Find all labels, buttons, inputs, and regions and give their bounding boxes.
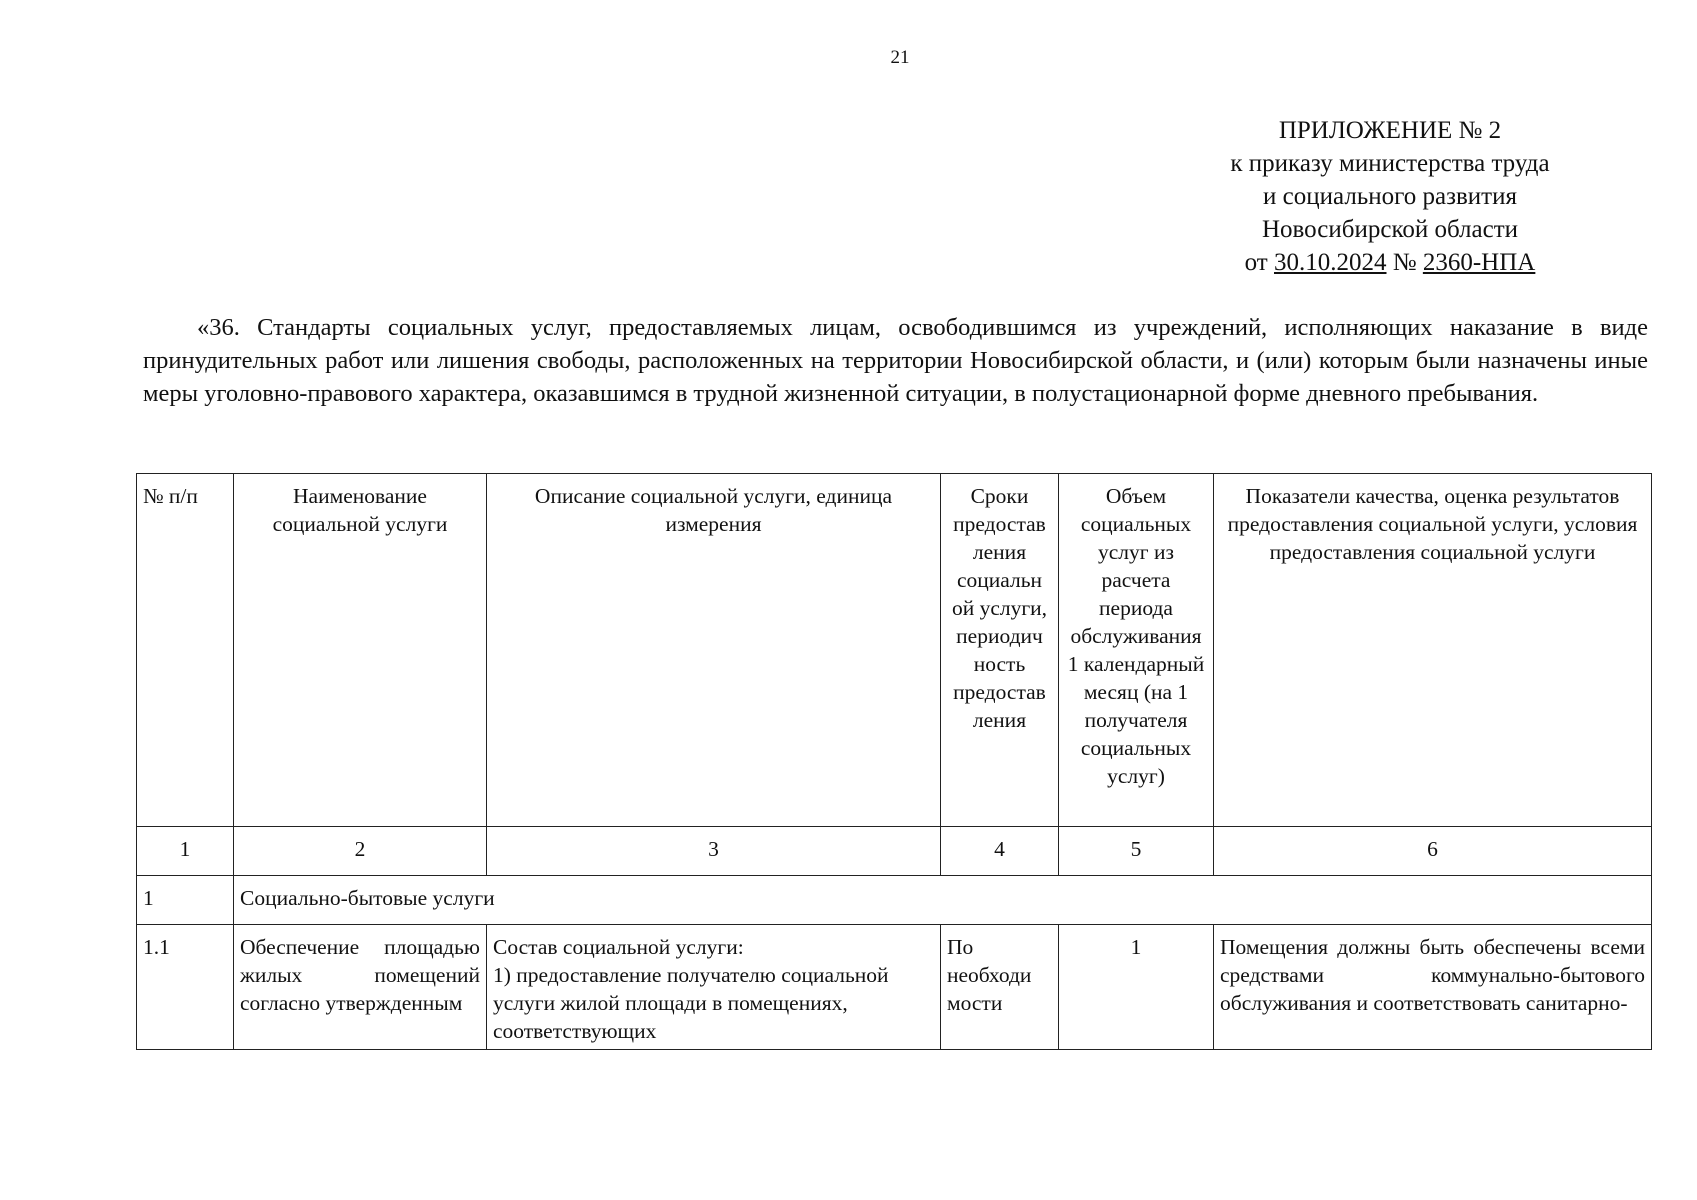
column-number-row bbox=[137, 827, 1652, 876]
row-volume: 1 bbox=[1059, 925, 1214, 1050]
row-term: По необходи мости bbox=[941, 925, 1059, 1050]
column-number: 3 bbox=[487, 827, 941, 876]
header-volume: Объем социальных услуг из расчета периода обслуживания 1 календарный месяц (на 1 получателя социальных услуг) bbox=[1059, 474, 1214, 827]
order-date: 30.10.2024 bbox=[1274, 249, 1387, 276]
table-row bbox=[137, 925, 1652, 1050]
appendix-line-3: Новосибирской области bbox=[1261, 216, 1519, 243]
header-service-name: Наименование социальной услуги bbox=[234, 474, 487, 827]
section-title: Социально-бытовые услуги bbox=[234, 876, 1652, 925]
section-number: 1 bbox=[137, 876, 234, 925]
section-row bbox=[137, 876, 1652, 925]
appendix-block bbox=[1150, 114, 1630, 279]
row-service-name: Обеспечение площадью жилых помещений согласно утвержденным bbox=[234, 925, 487, 1050]
column-number: 4 bbox=[941, 827, 1059, 876]
header-term: Сроки предостав ления социальн ой услуги, периодич ность предостав ления bbox=[941, 474, 1059, 827]
header-quality: Показатели качества, оценка результатов предоставления социальной услуги, условия предоставления социальной услуги bbox=[1214, 474, 1652, 827]
appendix-line-1: к приказу министерства труда bbox=[1230, 150, 1550, 177]
appendix-order-line bbox=[1150, 246, 1630, 279]
number-sign: № bbox=[1392, 249, 1417, 276]
row-quality: Помещения должны быть обеспечены всеми средствами коммунально-бытового обслуживания и соответствовать санитарно- bbox=[1214, 925, 1652, 1050]
page-number: 21 bbox=[890, 47, 910, 68]
column-number: 5 bbox=[1059, 827, 1214, 876]
appendix-title: ПРИЛОЖЕНИЕ № 2 bbox=[1278, 117, 1502, 144]
column-number: 2 bbox=[234, 827, 487, 876]
row-description: Состав социальной услуги: 1) предоставление получателю социальной услуги жилой площади в помещениях, соответствующих bbox=[487, 925, 941, 1050]
column-number: 6 bbox=[1214, 827, 1652, 876]
appendix-line-2: и социального развития bbox=[1263, 183, 1517, 210]
intro-paragraph: «36. Стандарты социальных услуг, предоставляемых лицам, освободившимся из учреждений, исполняющих наказание в виде принудительных работ или лишения свободы, расположенных на территории Новосибирской области, и (или) которым были назначены иные меры уголовно-правового характера, оказавшимся в трудной жизненной ситуации, в полустационарной форме дневного пребывания. bbox=[143, 314, 1648, 407]
date-prefix: от bbox=[1244, 249, 1268, 276]
header-description: Описание социальной услуги, единица измерения bbox=[487, 474, 941, 827]
order-number: 2360-НПА bbox=[1422, 249, 1536, 276]
header-number: № п/п bbox=[137, 474, 234, 827]
table-header-row bbox=[137, 474, 1652, 827]
column-number: 1 bbox=[137, 827, 234, 876]
standards-table bbox=[136, 473, 1652, 1050]
row-number: 1.1 bbox=[137, 925, 234, 1050]
